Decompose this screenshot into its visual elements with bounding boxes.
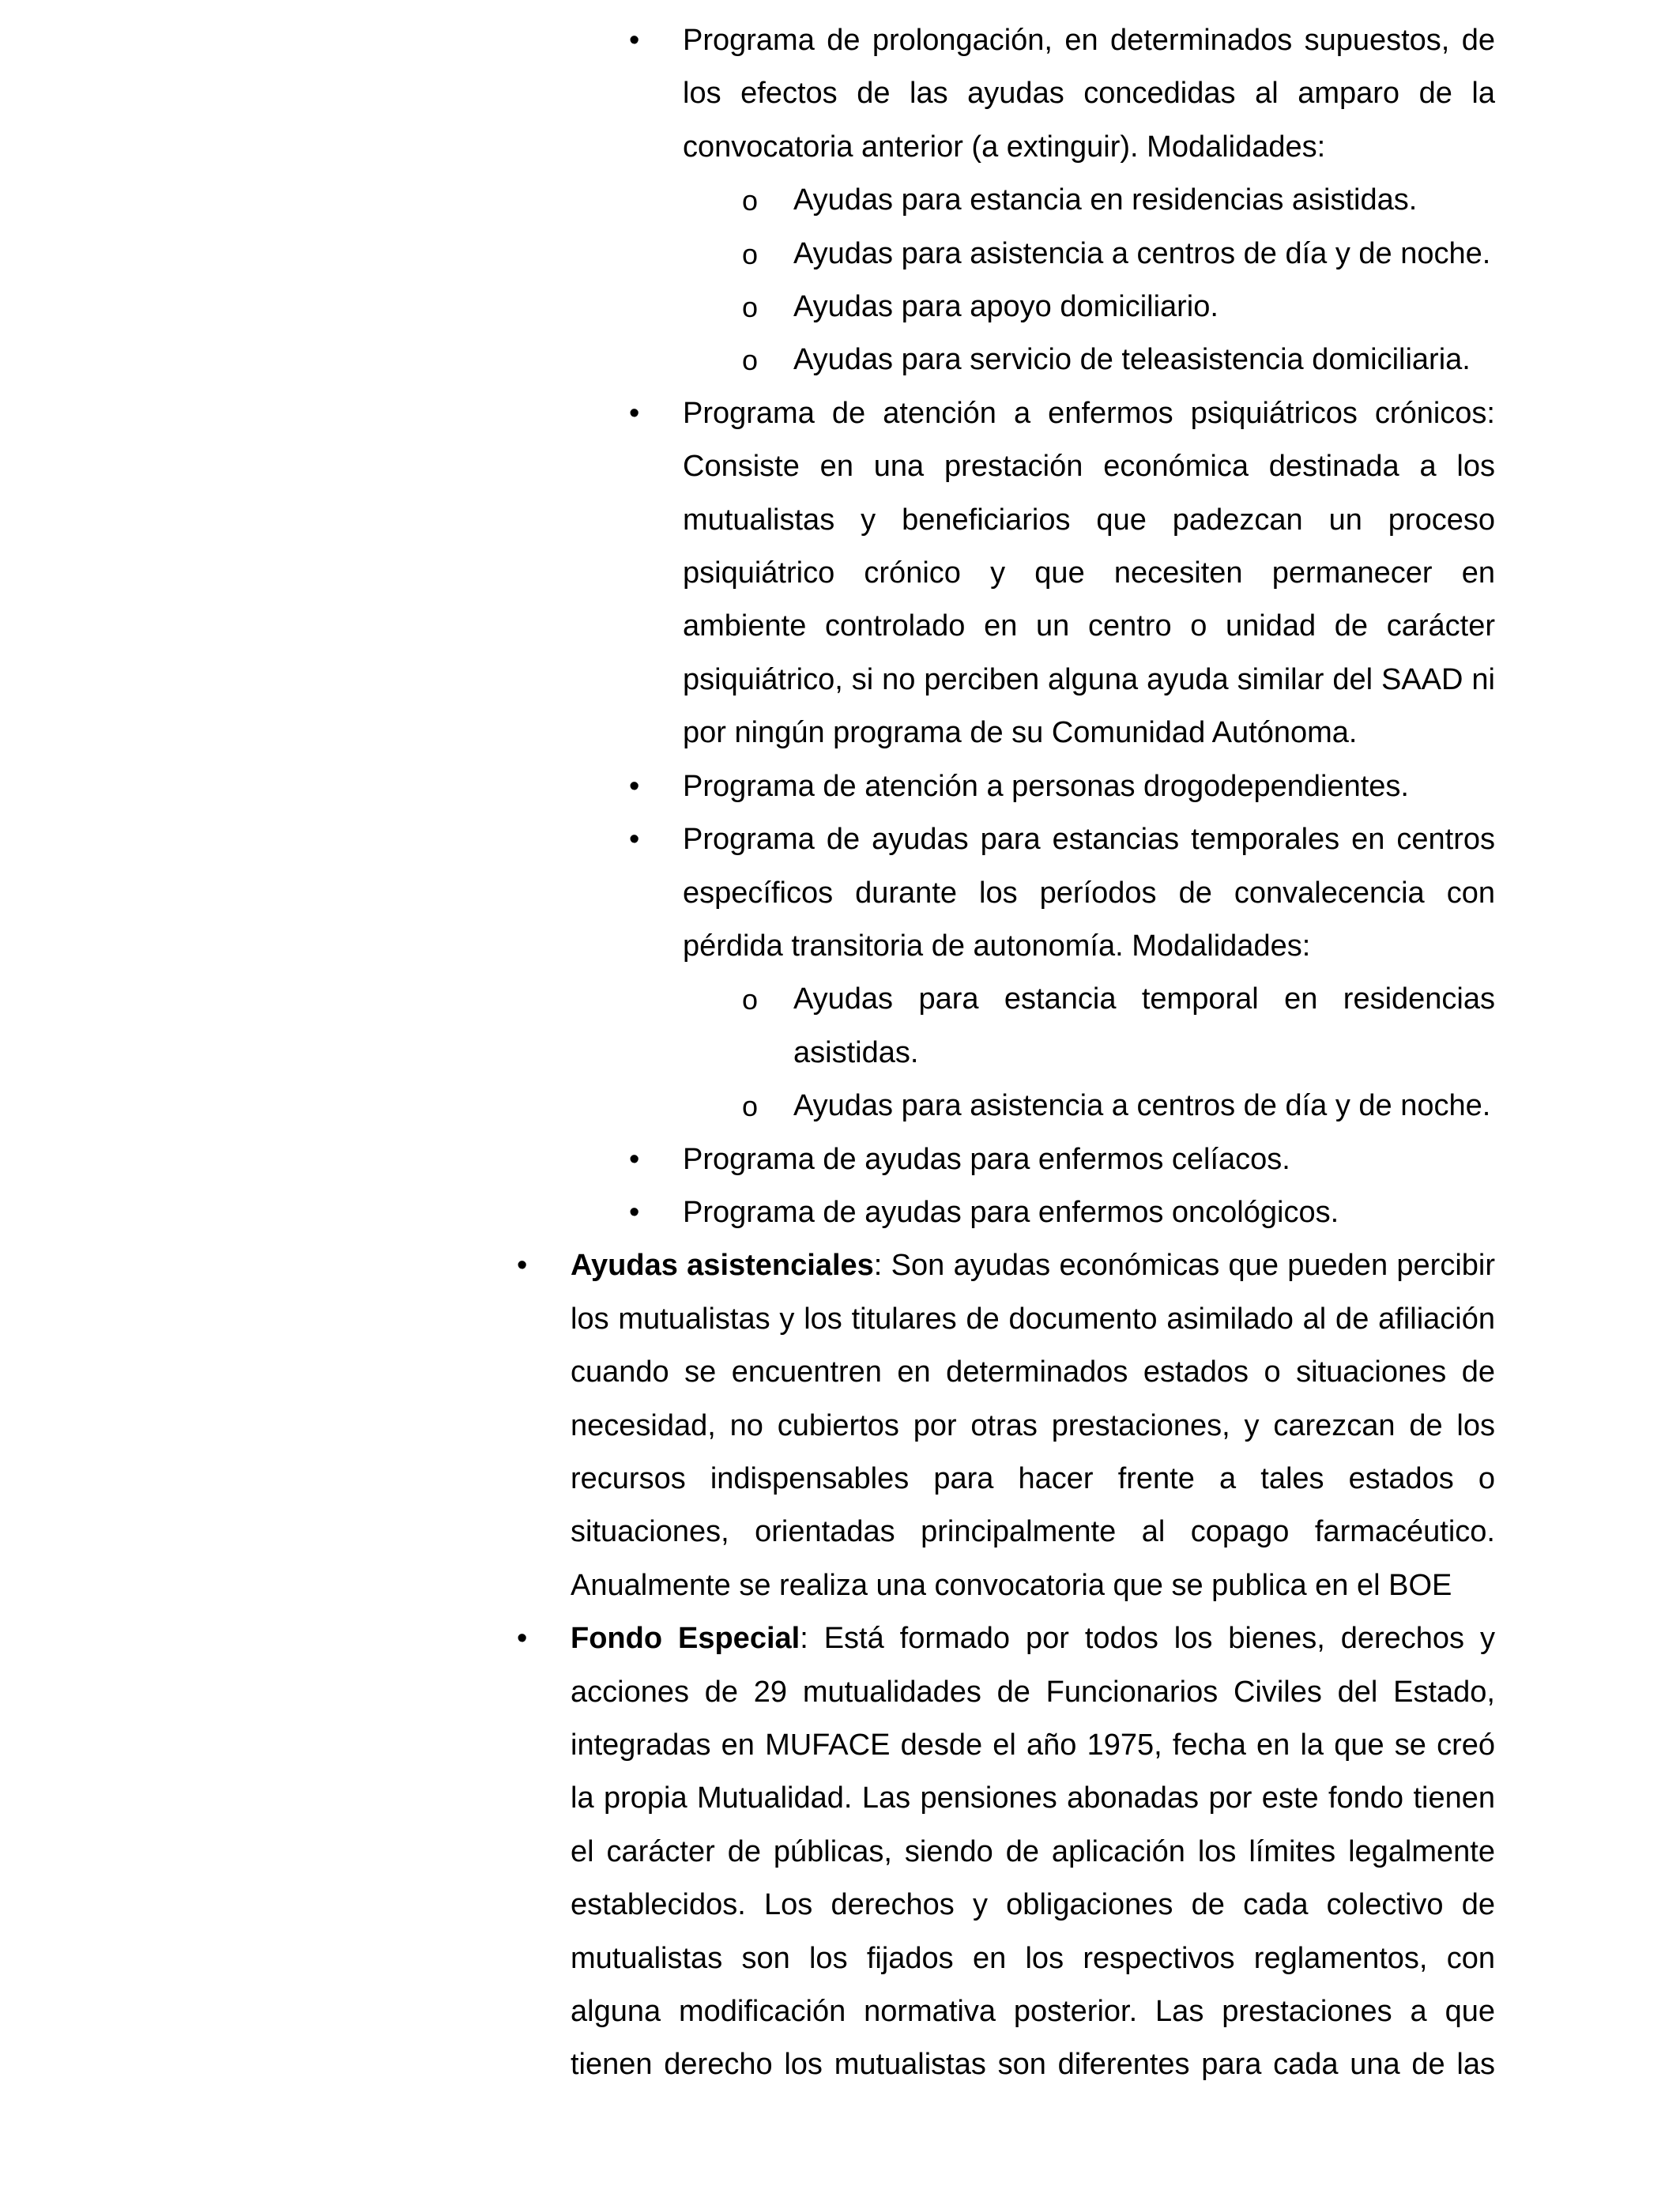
modality-list-wrapper [0,973,1680,1133]
benefit-item-fondo-especial [517,1612,1495,2092]
program-text: Programa de prolongación, en determinados supuestos, de los efectos de las ayudas concedidas al amparo de la convocatoria anterior (a extinguir). Modalidades: [683,24,1495,164]
benefit-item-ayudas-asistenciales [517,1239,1495,1612]
modality-text: Ayudas para asistencia a centros de día y de noche. [793,236,1491,270]
bullet-icon: • [629,823,640,857]
bullet-icon: • [517,1622,528,1656]
program-text: Programa de ayudas para enfermos oncológicos. [683,1195,1339,1229]
modality-text: Ayudas para servicio de teleasistencia domiciliaria. [793,343,1471,377]
program-item [629,813,1607,973]
program-item [629,1186,1607,1239]
benefit-description: : Son ayudas económicas que pueden percibir los mutualistas y los titulares de documento asimilado al de afiliación cuando se encuentren en determinados estados o situaciones de necesidad, no cubiertos por otras prestaciones, y carezcan de los recursos indispensables para hacer frente a tales estados o situaciones, orientadas principalmente al copago farmacéutico. Anualmente se realiza una convocatoria que se publica en el BOE [571,1249,1495,1602]
circle-bullet-icon: o [742,344,759,377]
benefit-term: Ayudas asistenciales [571,1249,874,1283]
modality-item [742,973,1495,1080]
benefit-paragraph [571,1612,1495,2092]
benefit-term: Fondo Especial [571,1622,800,1656]
program-item [629,760,1607,813]
modality-text: Ayudas para apoyo domiciliario. [793,290,1219,324]
bullet-icon: • [629,1195,640,1229]
modality-text: Ayudas para estancia temporal en residencias asistidas. [793,982,1495,1069]
modality-text: Ayudas para estancia en residencias asistidas. [793,183,1418,217]
modality-item [742,228,1495,281]
circle-bullet-icon: o [742,237,759,270]
modality-item [742,174,1495,227]
benefit-description: : Está formado por todos los bienes, derechos y acciones de 29 mutualidades de Funcionarios Civiles del Estado, integradas en MUFACE desde el año 1975, fecha en la que se creó la propia Mutualidad. Las pensiones abonadas por este fondo tienen el carácter de públicas, siendo de aplicación los límites legalmente establecidos. Los derechos y obligaciones de cada colectivo de mutualistas son los fijados en los respectivos reglamentos, con alguna modificación normativa posterior. Las prestaciones a que tienen derecho los mutualistas son diferentes para cada una de las [571,1622,1495,2082]
circle-bullet-icon: o [742,291,759,324]
program-list [0,14,1680,1239]
benefit-list [0,1239,1680,2092]
benefit-paragraph [571,1239,1495,1612]
program-text: Programa de atención a enfermos psiquiátricos crónicos: Consiste en una prestación económica destinada a los mutualistas y beneficiarios que padezcan un proceso psiquiátrico crónico y que necesiten permanecer en ambiente controlado en un centro o unidad de carácter psiquiátrico, si no perciben alguna ayuda similar del SAAD ni por ningún programa de su Comunidad Autónoma. [683,396,1495,750]
circle-bullet-icon: o [742,983,759,1016]
program-text: Programa de ayudas para enfermos celíacos. [683,1142,1290,1176]
program-item [629,14,1607,174]
bullet-icon: • [629,769,640,803]
bullet-icon: • [629,24,640,57]
circle-bullet-icon: o [742,1090,759,1123]
circle-bullet-icon: o [742,184,759,217]
document-body [0,14,1680,2092]
bullet-icon: • [517,1249,528,1283]
modality-text: Ayudas para asistencia a centros de día y de noche. [793,1089,1491,1123]
bullet-icon: • [629,396,640,430]
modality-item [742,281,1495,334]
modality-list [0,174,1680,387]
program-item [629,1133,1607,1186]
program-text: Programa de atención a personas drogodependientes. [683,769,1409,803]
modality-item [742,1080,1495,1133]
modality-item [742,334,1495,386]
modality-list-wrapper [0,174,1680,387]
bullet-icon: • [629,1142,640,1176]
program-item [629,387,1607,760]
program-text: Programa de ayudas para estancias temporales en centros específicos durante los períodos de convalecencia con pérdida transitoria de autonomía. Modalidades: [683,823,1495,963]
modality-list [0,973,1680,1133]
